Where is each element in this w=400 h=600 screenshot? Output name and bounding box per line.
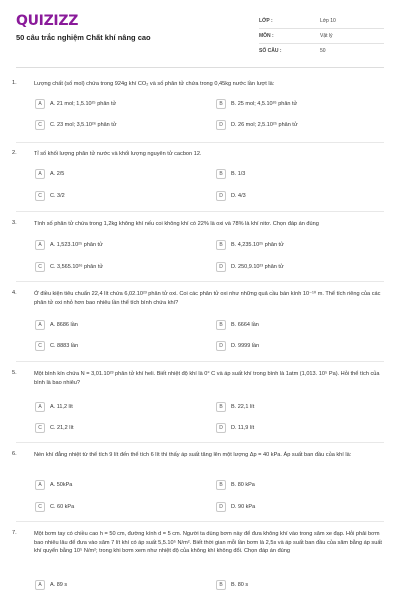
question-number: 1. xyxy=(12,80,17,86)
question-number: 5. xyxy=(12,370,17,376)
option-c[interactable] xyxy=(35,119,185,131)
option-b[interactable] xyxy=(216,319,366,331)
question-number: 4. xyxy=(12,290,17,296)
option-text: D. 90 kPa xyxy=(231,504,256,510)
option-letter-box: A xyxy=(35,169,45,179)
option-text: A. 89 s xyxy=(50,582,68,588)
option-text: C. 21,2 lít xyxy=(50,425,74,431)
option-letter-box: C xyxy=(35,341,45,351)
option-c[interactable] xyxy=(35,340,185,352)
question-number: 2. xyxy=(12,150,17,156)
option-text: C. 3,565.10²⁶ phân tử xyxy=(50,264,104,270)
option-letter-box: B xyxy=(216,402,226,412)
option-a[interactable] xyxy=(35,98,185,110)
option-d[interactable] xyxy=(216,501,366,513)
question-text: Tỉ số khối lượng phân tử nước và khối lượng nguyên tử cacbon 12. xyxy=(34,151,202,157)
option-b[interactable] xyxy=(216,239,366,251)
option-text: B. 25 mol; 4,5.10²⁶ phân tử xyxy=(231,101,298,107)
option-text: D. 26 mol; 2,5.10²⁵ phân tử xyxy=(231,122,298,128)
option-d[interactable] xyxy=(216,119,366,131)
meta-value: Lớp 10 xyxy=(320,18,336,24)
option-letter-box: B xyxy=(216,99,226,109)
option-letter-box: B xyxy=(216,240,226,250)
option-text: B. 4,235.10²⁵ phân tử xyxy=(231,242,284,248)
option-b[interactable] xyxy=(216,579,366,591)
header-divider xyxy=(16,67,384,68)
option-letter-box: A xyxy=(35,480,45,490)
option-text: C. 60 kPa xyxy=(50,504,75,510)
option-text: C. 23 mol; 3,5.10²⁶ phân tử xyxy=(50,122,117,128)
meta-value: 50 xyxy=(320,48,326,54)
option-letter-box: C xyxy=(35,262,45,272)
option-letter-box: C xyxy=(35,502,45,512)
meta-table xyxy=(259,14,384,58)
option-letter-box: A xyxy=(35,240,45,250)
option-letter-box: D xyxy=(216,341,226,351)
question-text: Một bơm tay có chiều cao h = 50 cm, đường kính d = 5 cm. Người ta dùng bơm này để đưa không khí vào trong săm xe đạp. Hỏi phải bơm bao nhiêu lâu để đưa vào săm 7 lít khí có áp suất 5,5.10⁵ N/m². Biết thời gian mỗi lần bơm là 2,5s và áp suất ban đầu của săm bằng áp suất khí quyển bằng 10⁵ N/m²; trong khi bơm xem như nhiệt độ của không khí không đổi. Chọn đáp án đúng xyxy=(34,531,382,554)
option-b[interactable] xyxy=(216,98,366,110)
option-d[interactable] xyxy=(216,261,366,273)
option-text: A. 2/5 xyxy=(50,171,65,177)
option-letter-box: C xyxy=(35,423,45,433)
option-text: A. 50kPa xyxy=(50,482,73,488)
option-a[interactable] xyxy=(35,479,185,491)
option-letter-box: D xyxy=(216,120,226,130)
question-divider xyxy=(16,142,384,143)
option-text: D. 11,9 lít xyxy=(231,425,255,431)
option-text: A. 11,2 lít xyxy=(50,404,73,410)
option-letter-box: B xyxy=(216,320,226,330)
page-title: 50 câu trắc nghiệm Chất khí nâng cao xyxy=(16,33,151,42)
option-c[interactable] xyxy=(35,190,185,202)
question-text: Một bình kín chứa N = 3,01.10²³ phân tử khí heli. Biết nhiệt độ khí là 0° C và áp suất khí trong bình là 1atm (1,013. 10⁵ Pa). Hỏi thể tích của bình là bao nhiêu? xyxy=(34,371,380,386)
question-text: Ở điều kiện tiêu chuẩn 22,4 lít chứa 6,02.10²³ phân tử oxi. Coi các phân tử oxi như những quả cầu bán kính 10⁻¹⁰ m. Thể tích riêng của các phân tử oxi nhỏ hơn bao nhiêu lần thể tích bình chứa khí? xyxy=(34,291,381,306)
option-b[interactable] xyxy=(216,168,366,180)
option-text: D. 4/3 xyxy=(231,193,246,199)
option-letter-box: D xyxy=(216,423,226,433)
meta-row-subject xyxy=(259,29,384,44)
option-letter-box: B xyxy=(216,480,226,490)
option-letter-box: A xyxy=(35,402,45,412)
option-letter-box: D xyxy=(216,262,226,272)
question-number: 7. xyxy=(12,530,17,536)
meta-key: MÔN : xyxy=(259,33,274,39)
option-a[interactable] xyxy=(35,319,185,331)
option-text: B. 22,1 lít xyxy=(231,404,255,410)
option-c[interactable] xyxy=(35,261,185,273)
question-divider xyxy=(16,361,384,362)
meta-row-class xyxy=(259,14,384,29)
option-a[interactable] xyxy=(35,401,185,413)
quizizz-logo: QUIZIZZ xyxy=(16,13,79,29)
option-letter-box: A xyxy=(35,99,45,109)
option-text: B. 80 kPa xyxy=(231,482,255,488)
option-letter-box: A xyxy=(35,320,45,330)
option-text: A. 1,523.10²⁵ phân tử xyxy=(50,242,103,248)
option-text: D. 250,9.10²³ phân tử xyxy=(231,264,284,270)
option-text: B. 6664 lần xyxy=(231,322,259,328)
meta-key: SỐ CÂU : xyxy=(259,48,282,54)
question-divider xyxy=(16,211,384,212)
option-letter-box: C xyxy=(35,120,45,130)
option-text: D. 9999 lần xyxy=(231,343,260,349)
option-letter-box: A xyxy=(35,580,45,590)
meta-value: Vật lý xyxy=(320,33,333,39)
meta-row-count xyxy=(259,44,384,58)
option-letter-box: D xyxy=(216,191,226,201)
option-b[interactable] xyxy=(216,401,366,413)
option-d[interactable] xyxy=(216,340,366,352)
question-text: Lượng chất (số mol) chứa trong 924g khí CO₂ và số phân tử chứa trong 0,45kg nước lần lượt là: xyxy=(34,81,275,87)
question-text: Nén khí đẳng nhiệt từ thể tích 9 lít đến thể tích 6 lít thì thấy áp suất tăng lên một lượng Δp = 40 kPa. Áp suất ban đầu của khí là: xyxy=(34,452,352,458)
option-text: A. 21 mol; 1,5.10²⁵ phân tử xyxy=(50,101,117,107)
question-text: Tính số phân tử chứa trong 1,2kg không khí nếu coi không khí có 22% là oxi và 78% là khí nitơ. Chọn đáp án đúng xyxy=(34,221,319,227)
option-letter-box: B xyxy=(216,169,226,179)
option-a[interactable] xyxy=(35,168,185,180)
option-letter-box: D xyxy=(216,502,226,512)
option-text: C. 8883 lần xyxy=(50,343,79,349)
question-divider xyxy=(16,281,384,282)
option-letter-box: C xyxy=(35,191,45,201)
option-text: B. 80 s xyxy=(231,582,249,588)
option-d[interactable] xyxy=(216,422,366,434)
option-text: A. 8686 lần xyxy=(50,322,78,328)
option-c[interactable] xyxy=(35,422,185,434)
option-letter-box: B xyxy=(216,580,226,590)
option-b[interactable] xyxy=(216,479,366,491)
option-a[interactable] xyxy=(35,579,185,591)
question-number: 6. xyxy=(12,451,17,457)
option-a[interactable] xyxy=(35,239,185,251)
option-text: B. 1/3 xyxy=(231,171,246,177)
option-c[interactable] xyxy=(35,501,185,513)
option-d[interactable] xyxy=(216,190,366,202)
question-divider xyxy=(16,442,384,443)
question-divider xyxy=(16,521,384,522)
meta-key: LỚP : xyxy=(259,18,273,24)
option-text: C. 3/2 xyxy=(50,193,65,199)
question-number: 3. xyxy=(12,220,17,226)
